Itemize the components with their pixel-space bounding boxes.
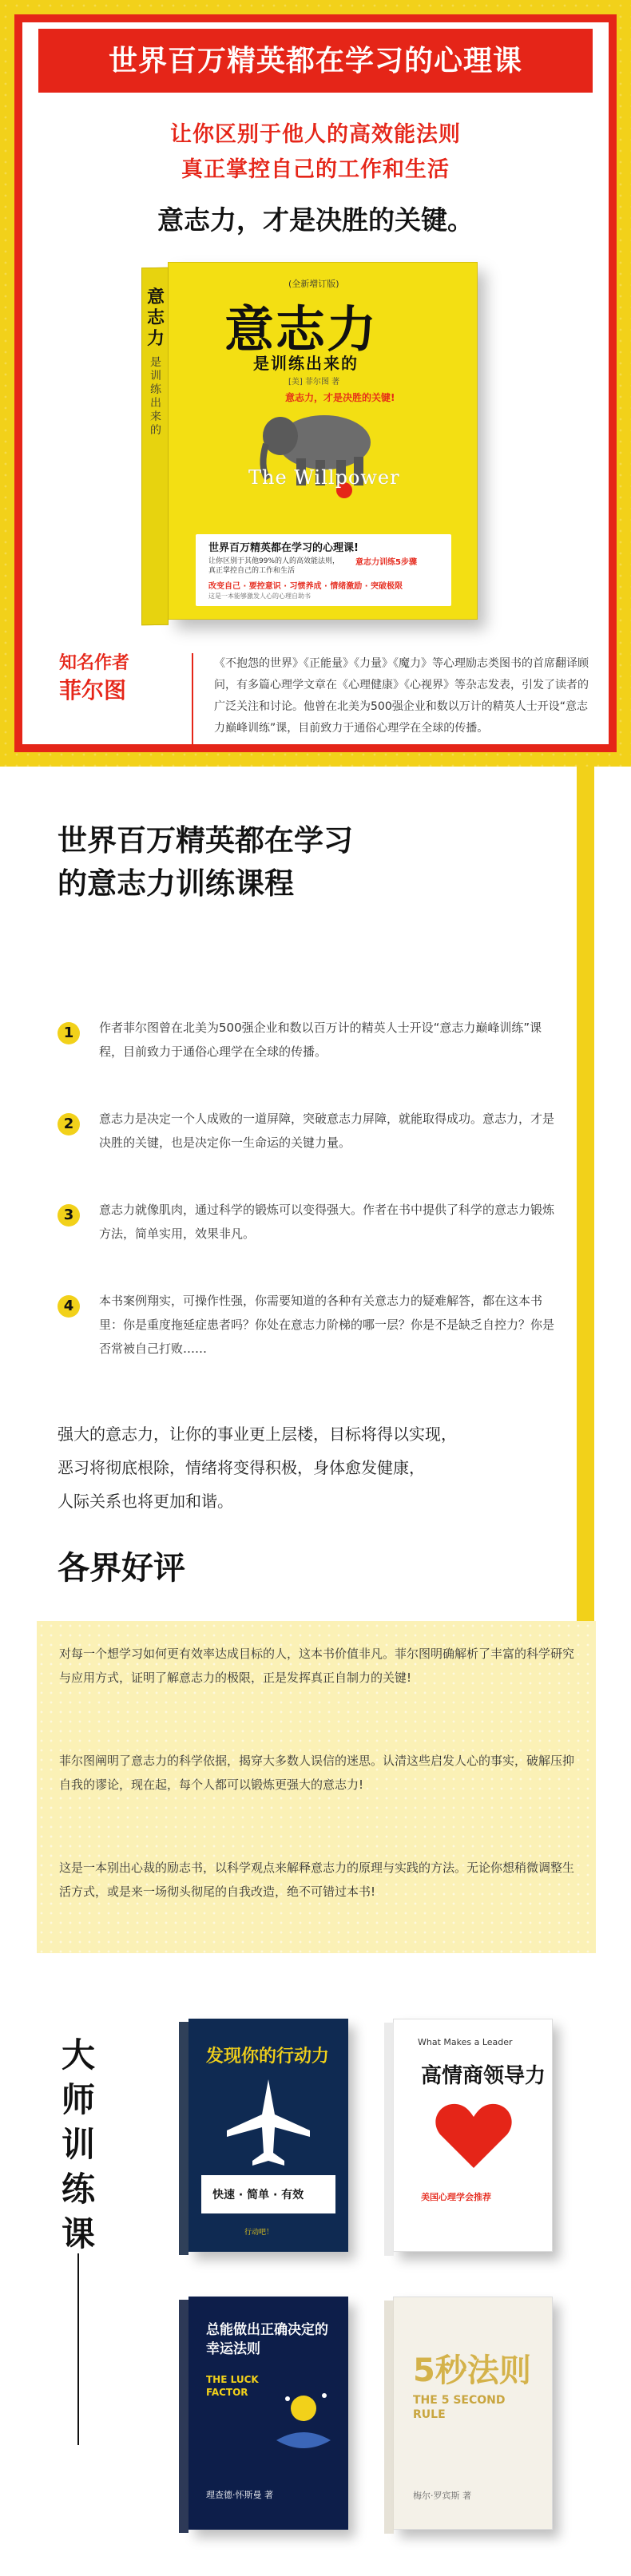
- point-text: 作者菲尔图曾在北美为500强企业和数以百万计的精英人士开设“意志力巅峰训练”课程，目前致力于通俗心理学在全球的传播。: [99, 1020, 542, 1059]
- summary-line-1: 强大的意志力，让你的事业更上层楼，目标将得以实现，: [58, 1425, 457, 1444]
- point-number-badge: 1: [58, 1022, 80, 1044]
- book-spine: [384, 2023, 394, 2256]
- book-panel-steps: 改变自己 · 要控意识 · 习惯养成 · 情绪激励 · 突破极限: [208, 582, 403, 591]
- book-panel-footer: 这是一本能够激发人心的心理自助书: [208, 592, 311, 600]
- point-text: 意志力就像肌肉，通过科学的锻炼可以变得强大。作者在书中提供了科学的意志力锻炼方法，简单实用，效果非凡。: [99, 1203, 555, 1241]
- spine-subtitle: 是训练出来的: [150, 355, 161, 438]
- course-point: [58, 1016, 553, 1080]
- author-label: [59, 652, 179, 706]
- book-author: [美] 菲尔图 著: [288, 378, 340, 386]
- course-section: [0, 767, 631, 1677]
- book-spine: [179, 2022, 189, 2255]
- author-divider: [192, 653, 193, 749]
- master-book-5-second[interactable]: [393, 2297, 553, 2530]
- slogan: 意志力，才是决胜的关键。: [157, 204, 474, 236]
- subtitle-line-1: 让你区别于他人的高效能法则: [170, 122, 461, 147]
- point-number-badge: 2: [58, 1113, 80, 1135]
- master-book-title: 发现你的行动力: [206, 2047, 330, 2067]
- course-point: [58, 1198, 553, 1262]
- book-panel-highlight: 意志力训练5步骤: [355, 558, 417, 567]
- book-spine: [141, 268, 169, 626]
- master-book-action[interactable]: [189, 2019, 348, 2252]
- point-number-badge: 3: [58, 1204, 80, 1227]
- point-text: 本书案例翔实，可操作性强，你需要知道的各种有关意志力的疑难解答，都在这本书里：你是重度拖延症患者吗？你处在意志力阶梯的哪一层？你是不是缺乏自控力？你是否常被自己打败……: [99, 1294, 555, 1356]
- header-section: [0, 0, 631, 767]
- master-book-title: 5秒法则: [413, 2352, 531, 2389]
- author-role: 知名作者: [59, 653, 130, 673]
- master-book-english: What Makes a Leader: [418, 2037, 513, 2047]
- master-title: 大师训练课: [61, 2035, 95, 2253]
- course-title-line-1: 世界百万精英都在学习: [58, 822, 353, 858]
- review-item: 这是一本别出心裁的励志书，以科学观点来解释意志力的原理与实践的方法。无论你想稍微调整生活方式，或是来一场彻头彻尾的自我改造，绝不可错过本书!: [59, 1861, 575, 1899]
- master-book-leader[interactable]: [393, 2019, 553, 2252]
- master-book-note: 行动吧！: [244, 2229, 274, 2237]
- master-book-title: 总能做出正确决定的幸运法则: [206, 2322, 328, 2357]
- course-title: [58, 818, 553, 905]
- book-cover: [146, 262, 478, 620]
- course-title-line-2: 的意志力训练课程: [58, 866, 294, 901]
- book-spine: [384, 2301, 394, 2534]
- point-text: 意志力是决定一个人成败的一道屏障，突破意志力屏障，就能取得成功。意志力，才是决胜的关键，也是决定你一生命运的关键力量。: [99, 1112, 555, 1150]
- master-book-luck[interactable]: [189, 2297, 348, 2530]
- book-edition: (全新增订版): [288, 279, 339, 289]
- review-item: 菲尔图阐明了意志力的科学依据，揭穿大多数人误信的迷思。认清这些启发人心的事实，破解压抑自我的谬论，现在起，每个人都可以锻炼更强大的意志力!: [59, 1754, 575, 1792]
- airplane-icon: [220, 2075, 316, 2170]
- book-tagline: 意志力，才是决胜的关键!: [285, 392, 395, 403]
- starry-swirl-icon: [272, 2384, 335, 2464]
- banner-title: 世界百万精英都在学习的心理课: [38, 29, 593, 93]
- master-book-note: 美国心理学会推荐: [421, 2192, 491, 2202]
- reviews-box: [37, 1621, 596, 1953]
- master-book-note: 梅尔·罗宾斯 著: [413, 2491, 471, 2501]
- master-section: [0, 1985, 631, 2576]
- master-book-note: 理查德·怀斯曼 著: [206, 2490, 273, 2500]
- course-summary: [58, 1417, 569, 1518]
- course-point: [58, 1289, 555, 1356]
- master-book-english: THE 5 SECOND RULE: [413, 2394, 506, 2421]
- book-info-panel: [196, 534, 451, 606]
- heart-icon: [434, 2099, 514, 2171]
- reviews-title: 各界好评: [58, 1549, 185, 1587]
- master-divider: [77, 2253, 79, 2445]
- subtitle-line-2: 真正掌控自己的工作和生活: [181, 157, 450, 182]
- summary-line-2: 恶习将彻底根除，情绪将变得积极，身体愈发健康，: [58, 1458, 425, 1477]
- master-book-tags: 快速 · 简单 · 有效: [212, 2189, 304, 2201]
- master-book-title: 高情商领导力: [421, 2064, 546, 2088]
- point-number-badge: 4: [58, 1295, 80, 1318]
- summary-line-3: 人际关系也将更加和谐。: [58, 1492, 233, 1511]
- author-name: 菲尔图: [59, 677, 127, 703]
- author-bio: 《不抱怨的世界》《正能量》《力量》《魔力》等心理励志类图书的首席翻译顾问，有多篇心理学文章在《心理健康》《心视界》等杂志发表，引发了读者的广泛关注和讨论。他曾在北美为500强企业和数以万计的精英人士开设“意志力巅峰训练”课，目前致力于通俗心理学在全球的传播。: [214, 657, 589, 735]
- review-item: 对每一个想学习如何更有效率达成目标的人，这本书价值非凡。菲尔图明确解析了丰富的科学研究与应用方式，证明了解意志力的极限，正是发挥真正自制力的关键!: [59, 1647, 575, 1685]
- book-english-title: The Willpower: [248, 466, 400, 489]
- book-panel-line-2: 真正掌控自己的工作和生活: [208, 567, 296, 575]
- header-frame: [14, 14, 617, 752]
- book-panel-title: 世界百万精英都在学习的心理课!: [208, 542, 359, 554]
- book-spine: [179, 2300, 189, 2533]
- master-book-english: THE LUCK FACTOR: [206, 2374, 259, 2398]
- book-subtitle: 是训练出来的: [253, 354, 359, 373]
- book-title: 意志力: [224, 300, 379, 359]
- course-point: [58, 1107, 553, 1171]
- course-side-bar: [577, 767, 594, 1677]
- spine-title: 意志力: [146, 287, 165, 350]
- book-panel-line-1: 让你区别于其他99%的人的高效能法则，: [208, 557, 340, 565]
